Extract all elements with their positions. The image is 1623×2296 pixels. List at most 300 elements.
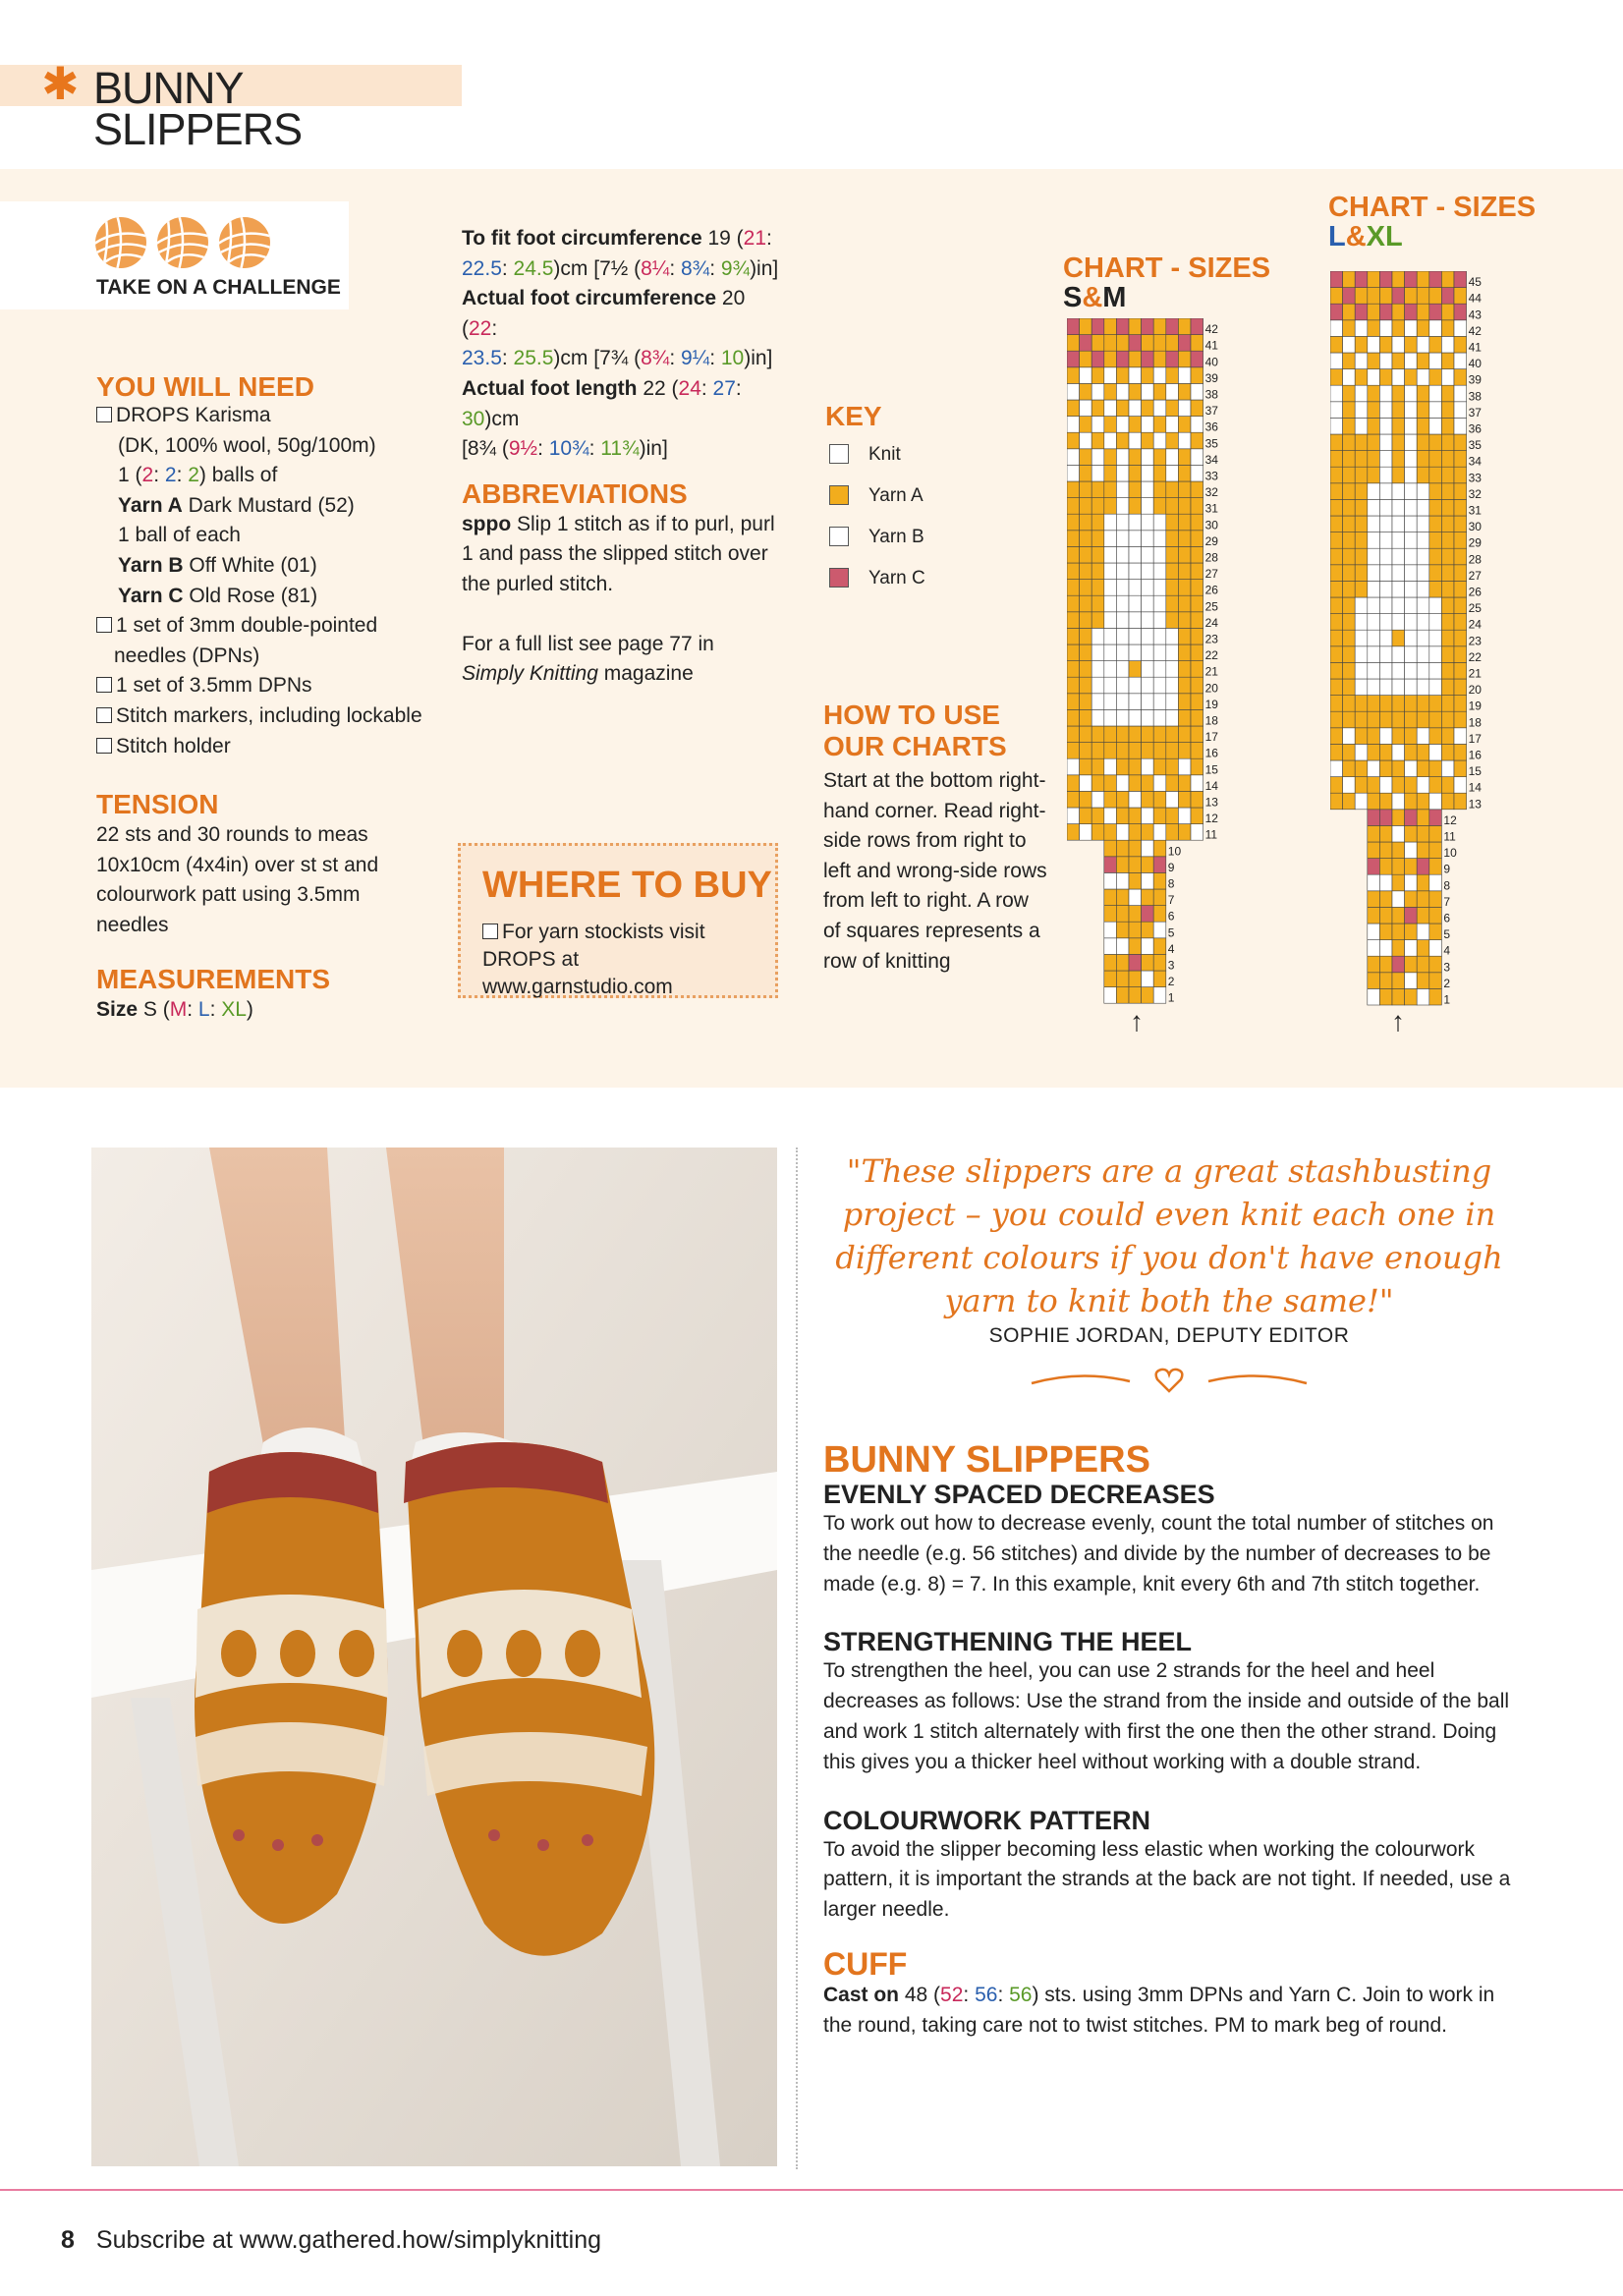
chart-cell [1116,580,1129,596]
chart-cell [1379,924,1392,940]
chart-cell [1417,483,1429,500]
chart-row-label: 15 [1204,762,1218,777]
chart-cell [1129,449,1142,466]
chart-cell [1104,677,1117,694]
yarn-a: Yarn A Dark Mustard (52) [118,493,355,517]
chart-cell [1379,402,1392,419]
chart-row-label: 29 [1204,533,1218,548]
chart-cell [1368,859,1380,875]
chart-cell [1080,791,1092,808]
chart-cell [1129,580,1142,596]
chart-cell [1091,417,1104,433]
chart-cell [1129,758,1142,775]
chart-cell [1454,402,1467,419]
chart-cell [1116,824,1129,841]
chart-row-label: 26 [1204,583,1218,597]
chart-cell [1454,467,1467,483]
challenge-badge [0,201,349,309]
chart-cell [1178,383,1191,400]
chart-lxl-title: CHART - SIZES L&XL [1328,192,1537,252]
chart-cell [1166,775,1179,792]
tension-line: 22 sts and 30 rounds to meas [96,823,368,847]
chart-cell [1178,531,1191,547]
chart-cell [1191,546,1203,563]
chart-cell [1379,777,1392,794]
tension-heading: TENSION [96,789,219,820]
chart-cell [1067,580,1080,596]
howto-heading: OUR CHARTS [823,731,1007,761]
chart-cell [1191,743,1203,759]
chart-cell [1166,351,1179,367]
where-to-buy-text: For yarn stockists visit DROPS at www.garnstudio.com [482,921,705,998]
chart-cell [1153,872,1166,889]
chart-cell [1392,548,1405,565]
chart-cell [1417,369,1429,386]
chart-cell [1166,465,1179,481]
chart-cell [1454,614,1467,631]
chart-cell [1104,661,1117,678]
chart-cell [1191,514,1203,531]
chart-cell [1405,304,1418,320]
howto-text: Start at the bottom right-hand corner. Read right-side rows from right to left and wrong-side rows from left to right. A row of squares represents a row of knitting [823,769,1047,973]
chart-cell [1417,402,1429,419]
chart-cell [1129,808,1142,824]
chart-cell [1368,924,1380,940]
chart-row-label: 27 [1204,567,1218,582]
chart-cell [1405,973,1418,989]
chart-row-label: 22 [1204,648,1218,663]
chart-cell [1166,383,1179,400]
chart-cell [1441,288,1454,305]
chart-cell [1441,777,1454,794]
chart-cell [1080,432,1092,449]
chart-cell [1355,728,1368,745]
chart-cell [1368,581,1380,597]
chart-cell [1178,726,1191,743]
size-line: Size S (M: L: XL) [96,997,253,1021]
chart-cell [1355,696,1368,712]
chart-row-label: 17 [1468,731,1482,746]
chart-cell [1441,336,1454,353]
chart-cell [1330,581,1343,597]
chart-cell [1129,709,1142,726]
chart-cell [1091,514,1104,531]
chart-row-label: 35 [1204,436,1218,451]
chart-cell [1368,304,1380,320]
chart-cell [1091,791,1104,808]
chart-cell [1116,318,1129,335]
chart-cell [1153,824,1166,841]
where-to-buy-box [458,843,778,998]
chart-cell [1129,922,1142,938]
chart-cell [1116,383,1129,400]
chart-cell [1441,662,1454,679]
chart-cell [1417,434,1429,451]
chart-cell [1091,580,1104,596]
chart-cell [1417,728,1429,745]
chart-cell [1116,367,1129,384]
chart-row-label: 28 [1468,552,1482,567]
chart-cell [1116,531,1129,547]
chart-cell [1330,516,1343,532]
chart-cell [1355,646,1368,663]
chart-cell [1091,432,1104,449]
chart-row-label: 7 [1443,894,1451,909]
chart-cell [1454,369,1467,386]
chart-cell [1368,516,1380,532]
chart-cell [1441,369,1454,386]
chart-cell [1116,791,1129,808]
section-paragraph: To work out how to decrease evenly, count the total number of stitches on the needle (e.g. 56 stitches) and divide by the number of decreases to be made (e.g. 8) = 7. In this example, knit every 6th and 7th stitch together. [823,1512,1494,1596]
chart-cell [1392,451,1405,468]
chart-cell [1405,614,1418,631]
chart-cell [1116,954,1129,971]
chart-cell [1454,320,1467,337]
chart-cell [1178,563,1191,580]
chart-cell [1343,711,1356,728]
chart-cell [1330,728,1343,745]
chart-cell [1104,889,1117,906]
chart-cell [1368,696,1380,712]
chart-cell [1166,417,1179,433]
chart-cell [1417,859,1429,875]
chart-cell [1330,565,1343,582]
chart-cell [1153,612,1166,629]
chart-cell [1379,728,1392,745]
chart-cell [1153,417,1166,433]
chart-cell [1343,451,1356,468]
chart-cell [1355,451,1368,468]
chart-cell [1080,758,1092,775]
chart-cell [1166,808,1179,824]
chart-row-label: 25 [1204,599,1218,614]
chart-cell [1104,694,1117,710]
chart-cell [1429,924,1442,940]
chart-cell [1454,499,1467,516]
chart-cell [1153,726,1166,743]
chart-cell [1153,743,1166,759]
chart-cell [1153,481,1166,498]
chart-cell [1417,907,1429,924]
chart-cell [1392,810,1405,826]
checkbox-icon [96,738,112,754]
chart-cell [1417,874,1429,891]
quote-attribution: SOPHIE JORDAN, DEPUTY EDITOR [988,1324,1350,1347]
chart-row-label: 20 [1204,681,1218,696]
chart-cell [1129,465,1142,481]
chart-cell [1429,777,1442,794]
chart-cell [1091,449,1104,466]
chart-cell [1191,661,1203,678]
chart-cell [1091,726,1104,743]
chart-cell [1405,924,1418,940]
chart-cell [1166,335,1179,352]
chart-cell [1129,840,1142,857]
chart-cell [1343,385,1356,402]
chart-cell [1379,630,1392,646]
chart-cell [1379,467,1392,483]
chart-cell [1379,597,1392,614]
chart-cell [1178,791,1191,808]
chart-cell [1080,400,1092,417]
chart-cell [1142,677,1154,694]
chart-cell [1067,644,1080,661]
chart-cell [1116,677,1129,694]
chart-cell [1153,791,1166,808]
chart-row-label: 34 [1468,454,1482,469]
chart-row-label: 11 [1443,829,1456,844]
chart-cell [1091,481,1104,498]
chart-cell [1104,481,1117,498]
chart-cell [1417,614,1429,631]
chart-cell [1405,874,1418,891]
chart-cell [1330,369,1343,386]
chart-row-label: 45 [1468,275,1482,290]
chart-cell [1392,614,1405,631]
chart-cell [1116,857,1129,873]
chart-row-label: 37 [1468,405,1482,420]
chart-cell [1166,580,1179,596]
chart-cell [1343,467,1356,483]
chart-cell [1405,777,1418,794]
chart-cell [1405,516,1418,532]
chart-cell [1392,793,1405,810]
chart-cell [1368,988,1380,1005]
yarn-ball-icon [157,217,208,268]
chart-cell [1166,743,1179,759]
chart-cell [1104,726,1117,743]
chart-cell [1368,565,1380,582]
chart-cell [1166,758,1179,775]
chart-cell [1405,597,1418,614]
chart-cell [1368,418,1380,434]
chart-cell [1091,546,1104,563]
chart-cell [1392,973,1405,989]
chart-cell [1067,791,1080,808]
page-footer [61,2226,601,2255]
chart-cell [1405,467,1418,483]
chart-row-label: 24 [1204,615,1218,630]
chart-cell [1405,940,1418,957]
chart-cell [1392,499,1405,516]
chart-cell [1441,483,1454,500]
chart-cell [1379,760,1392,777]
chart-cell [1153,644,1166,661]
chart-row-label: 2 [1167,975,1175,989]
chart-cell [1417,353,1429,369]
chart-cell [1441,744,1454,760]
chart-cell [1067,661,1080,678]
chart-cell [1429,402,1442,419]
chart-cell [1067,595,1080,612]
chart-row-label: 13 [1204,795,1218,810]
quote-text: "These slippers are a great stashbusting project – you could even knit each one in different colours if you don't have enough yarn to knit both the same!" [835,1152,1503,1319]
chart-cell [1417,711,1429,728]
chart-cell [1429,696,1442,712]
chart-cell [1429,728,1442,745]
chart-cell [1405,711,1418,728]
chart-cell [1080,677,1092,694]
chart-cell [1355,744,1368,760]
chart-cell [1429,385,1442,402]
chart-cell [1116,400,1129,417]
chart-cell [1067,726,1080,743]
chart-cell [1142,857,1154,873]
chart-row-label: 15 [1468,764,1482,779]
chart-cell [1392,662,1405,679]
chart-cell [1191,726,1203,743]
chart-cell [1067,563,1080,580]
chart-row-label: 29 [1468,535,1482,550]
chart-row-label: 4 [1167,941,1175,956]
chart-row-label: 11 [1204,827,1218,842]
chart-cell [1429,353,1442,369]
chart-cell [1368,288,1380,305]
chart-cell [1392,891,1405,908]
chart-cell [1191,432,1203,449]
chart-cell [1454,597,1467,614]
chart-cell [1091,612,1104,629]
chart-cell [1067,498,1080,515]
chart-cell [1454,532,1467,549]
chart-cell [1454,581,1467,597]
chart-cell [1116,335,1129,352]
chart-cell [1116,417,1129,433]
chart-grid [1067,318,1233,1005]
chart-cell [1104,546,1117,563]
chart-cell [1166,709,1179,726]
chart-cell [1417,988,1429,1005]
chart-cell [1368,532,1380,549]
chart-cell [1417,516,1429,532]
chart-cell [1153,971,1166,987]
chart-cell [1368,793,1380,810]
subscribe-link[interactable]: Subscribe at www.gathered.how/simplyknitting [95,2226,602,2254]
chart-cell [1355,369,1368,386]
chart-cell [1429,467,1442,483]
chart-cell [1392,581,1405,597]
chart-cell [1142,546,1154,563]
chart-cell [1343,696,1356,712]
chart-cell [1178,661,1191,678]
chart-cell [1191,417,1203,433]
chart-cell [1417,597,1429,614]
chart-cell [1330,662,1343,679]
chart-cell [1454,777,1467,794]
chart-row-label: 9 [1443,862,1451,876]
chart-cell [1166,791,1179,808]
chart-cell [1153,580,1166,596]
chart-cell [1104,318,1117,335]
chart-cell [1153,954,1166,971]
chart-cell [1153,628,1166,644]
chart-row-label: 10 [1443,846,1457,861]
chart-cell [1153,400,1166,417]
chart-cell [1080,628,1092,644]
chart-cell [1355,304,1368,320]
chart-cell [1116,775,1129,792]
chart-cell [1178,644,1191,661]
chart-cell [1379,353,1392,369]
page-header [0,57,462,154]
chart-cell [1178,677,1191,694]
chart-cell [1379,793,1392,810]
chart-cell [1405,825,1418,842]
chart-cell [1355,777,1368,794]
chart-cell [1355,516,1368,532]
fit-text: To fit foot circumference 19 (21: 22.5: 24.5)cm [7½ (8¼: 8¾: 9¾)in] Actual foot circumference 20 (22: 23.5: 25.5)cm [7¾ (8¾: 9¼: 10)in] Actual foot length 22 (24: 27: 30)cm [8¾ (9½: 10¾: 11¾)in] [462,227,779,461]
chart-cell [1392,532,1405,549]
chart-cell [1417,696,1429,712]
chart-cell [1191,595,1203,612]
chart-cell [1343,402,1356,419]
chart-cell [1129,644,1142,661]
chart-row-label: 37 [1204,404,1218,419]
chart-cell [1330,777,1343,794]
chart-cell [1392,271,1405,288]
chart-cell [1178,580,1191,596]
chart-cell [1405,369,1418,386]
chart-cell [1405,696,1418,712]
chart-cell [1142,465,1154,481]
chart-cell [1405,336,1418,353]
chart-cell [1116,481,1129,498]
chart-cell [1417,760,1429,777]
chart-cell [1142,595,1154,612]
chart-cell [1166,531,1179,547]
chart-cell [1091,595,1104,612]
chart-cell [1067,531,1080,547]
chart-row-label: 14 [1468,780,1482,795]
chart-cell [1067,808,1080,824]
chart-cell [1191,383,1203,400]
chart-cell [1191,677,1203,694]
chart-cell [1392,385,1405,402]
chart-cell [1379,696,1392,712]
chart-cell [1405,859,1418,875]
chart-cell [1191,318,1203,335]
chart-cell [1417,679,1429,696]
chart-cell [1454,288,1467,305]
chart-row-label: 1 [1443,992,1451,1007]
chart-cell [1417,532,1429,549]
key-item-yarn-b: Yarn B [825,523,1041,564]
chart-cell [1091,644,1104,661]
chart-cell [1343,288,1356,305]
chart-cell [1368,614,1380,631]
chart-cell [1454,418,1467,434]
chart-cell [1417,548,1429,565]
chart-cell [1392,402,1405,419]
chart-cell [1330,532,1343,549]
chart-cell [1454,353,1467,369]
chart-cell [1191,481,1203,498]
chart-row-label: 27 [1468,568,1482,583]
chart-cell [1142,872,1154,889]
measurements-heading: MEASUREMENTS [96,963,331,994]
chart-cell [1330,711,1343,728]
chart-cell [1368,434,1380,451]
chart-cell [1104,612,1117,629]
chart-cell [1441,516,1454,532]
chart-cell [1178,694,1191,710]
chart-cell [1129,954,1142,971]
chart-cell [1080,595,1092,612]
chart-cell [1153,889,1166,906]
chart-cell [1178,709,1191,726]
chart-cell [1129,791,1142,808]
you-will-need-heading: YOU WILL NEED [96,371,314,402]
